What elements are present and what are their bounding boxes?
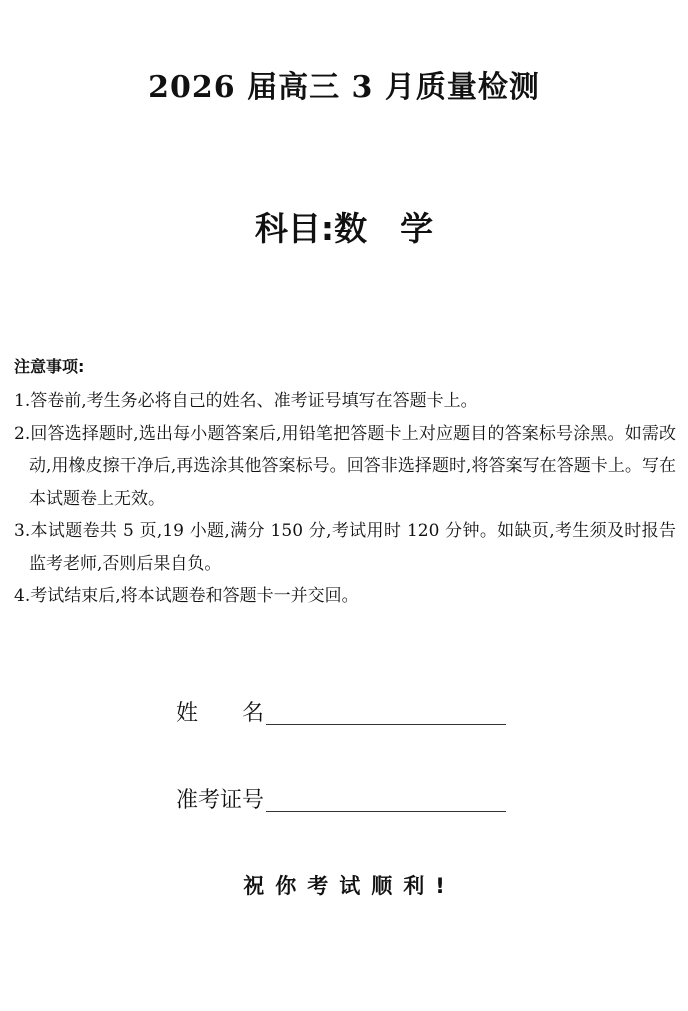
name-blank-line [266, 724, 506, 725]
exam-id-blank-line [266, 811, 506, 812]
exam-id-field [176, 780, 506, 816]
subject-heading: 科目:数 学 [254, 209, 434, 248]
name-field [176, 693, 506, 729]
name-label: 姓 名 [176, 701, 265, 726]
good-luck-message: 祝你考试顺利! [243, 874, 456, 898]
notice-item-2: 2.回答选择题时,选出每小题答案后,用铅笔把答题卡上对应题目的答案标号涂黑。如需改动,用橡皮擦干净后,再选涂其他答案标号。回答非选择题时,将答案写在答题卡上。写在本试题卷上无效。 [14, 423, 676, 509]
exam-id-label: 准考证号 [176, 788, 265, 813]
notice-item-3: 3.本试题卷共 5 页,19 小题,满分 150 分,考试用时 120 分钟。如缺页,考生须及时报告监考老师,否则后果自负。 [14, 521, 676, 574]
exam-title: 2026 届高三 3 月质量检测 [148, 70, 540, 105]
notices-list [14, 385, 676, 613]
notice-item-1: 1.答卷前,考生务必将自己的姓名、准考证号填写在答题卡上。 [14, 391, 478, 411]
notice-item-4: 4.考试结束后,将本试题卷和答题卡一并交回。 [14, 586, 359, 606]
notices-heading: 注意事项: [14, 357, 85, 376]
